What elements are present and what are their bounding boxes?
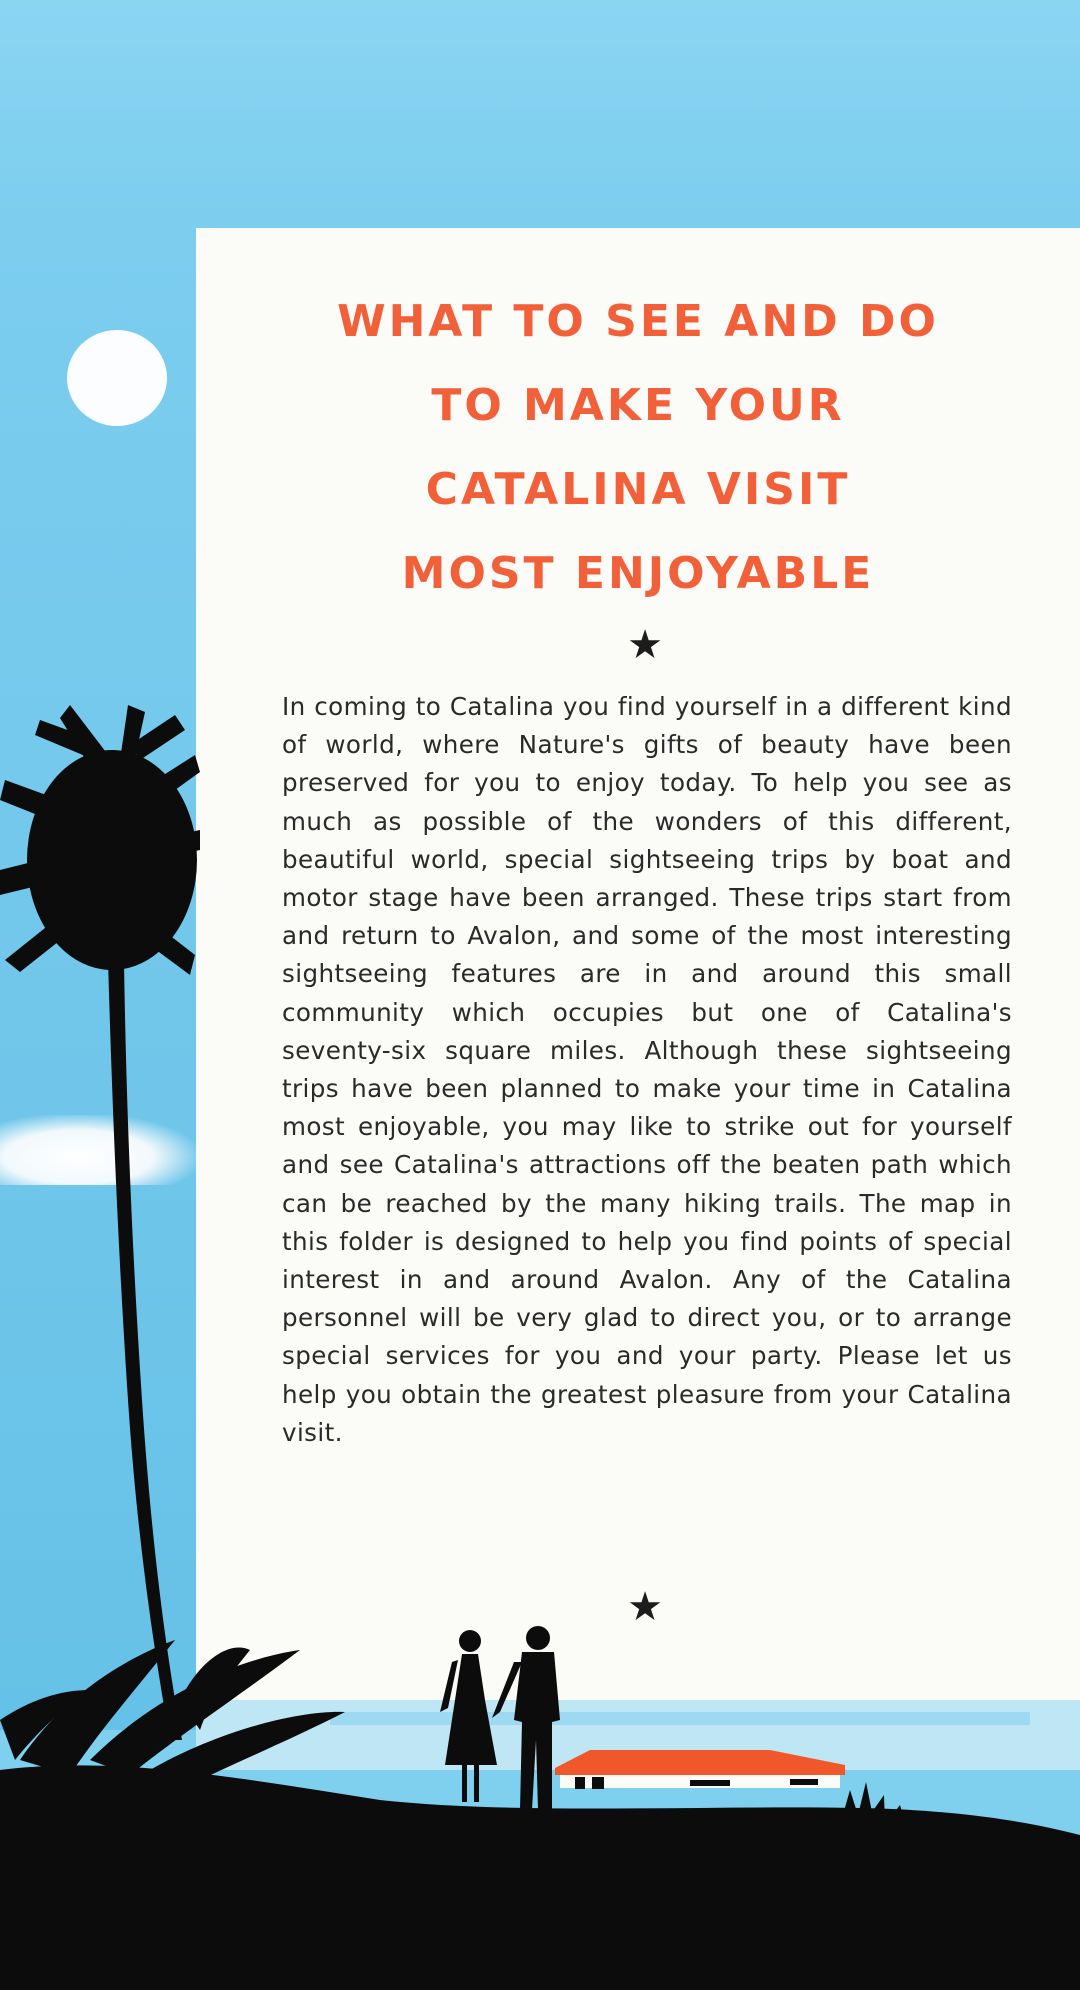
- intro-paragraph: In coming to Catalina you find yourself in a different kind of world, where Nature's gifts of beauty have been preserved for you to enjoy today. To help you see as much as possible of the wonders of this different, beautiful world, special sightseeing trips by boat and motor stage have been arranged. These trips start from and return to Avalon, and some of the most interesting sightseeing features are in and around this small community which occupies but one of Catalina's seventy-six square miles. Although these sightseeing trips have been planned to make your time in Catalina most enjoyable, you may like to strike out for yourself and see Catalina's attractions off the beaten path which can be reached by the many hiking trails. The map in this folder is designed to help you find points of special interest in and around Avalon. Any of the Catalina personnel will be very glad to direct you, or to arrange special services for you and your party. Please let us help you obtain the greatest pleasure from your Catalina visit.: [282, 692, 1012, 1447]
- headline-line-1: WHAT TO SEE AND DO: [337, 296, 939, 347]
- headline-line-2: TO MAKE YOUR: [431, 380, 845, 431]
- headline-line-3: CATALINA VISIT: [425, 464, 851, 515]
- palm-crown: [0, 705, 200, 975]
- headline-line-4: MOST ENJOYABLE: [401, 548, 875, 599]
- star-divider-icon: ★: [627, 622, 663, 668]
- star-divider-icon: ★: [627, 1584, 663, 1630]
- palm-trunk: [108, 960, 182, 1740]
- sea-wave: [330, 1712, 1030, 1725]
